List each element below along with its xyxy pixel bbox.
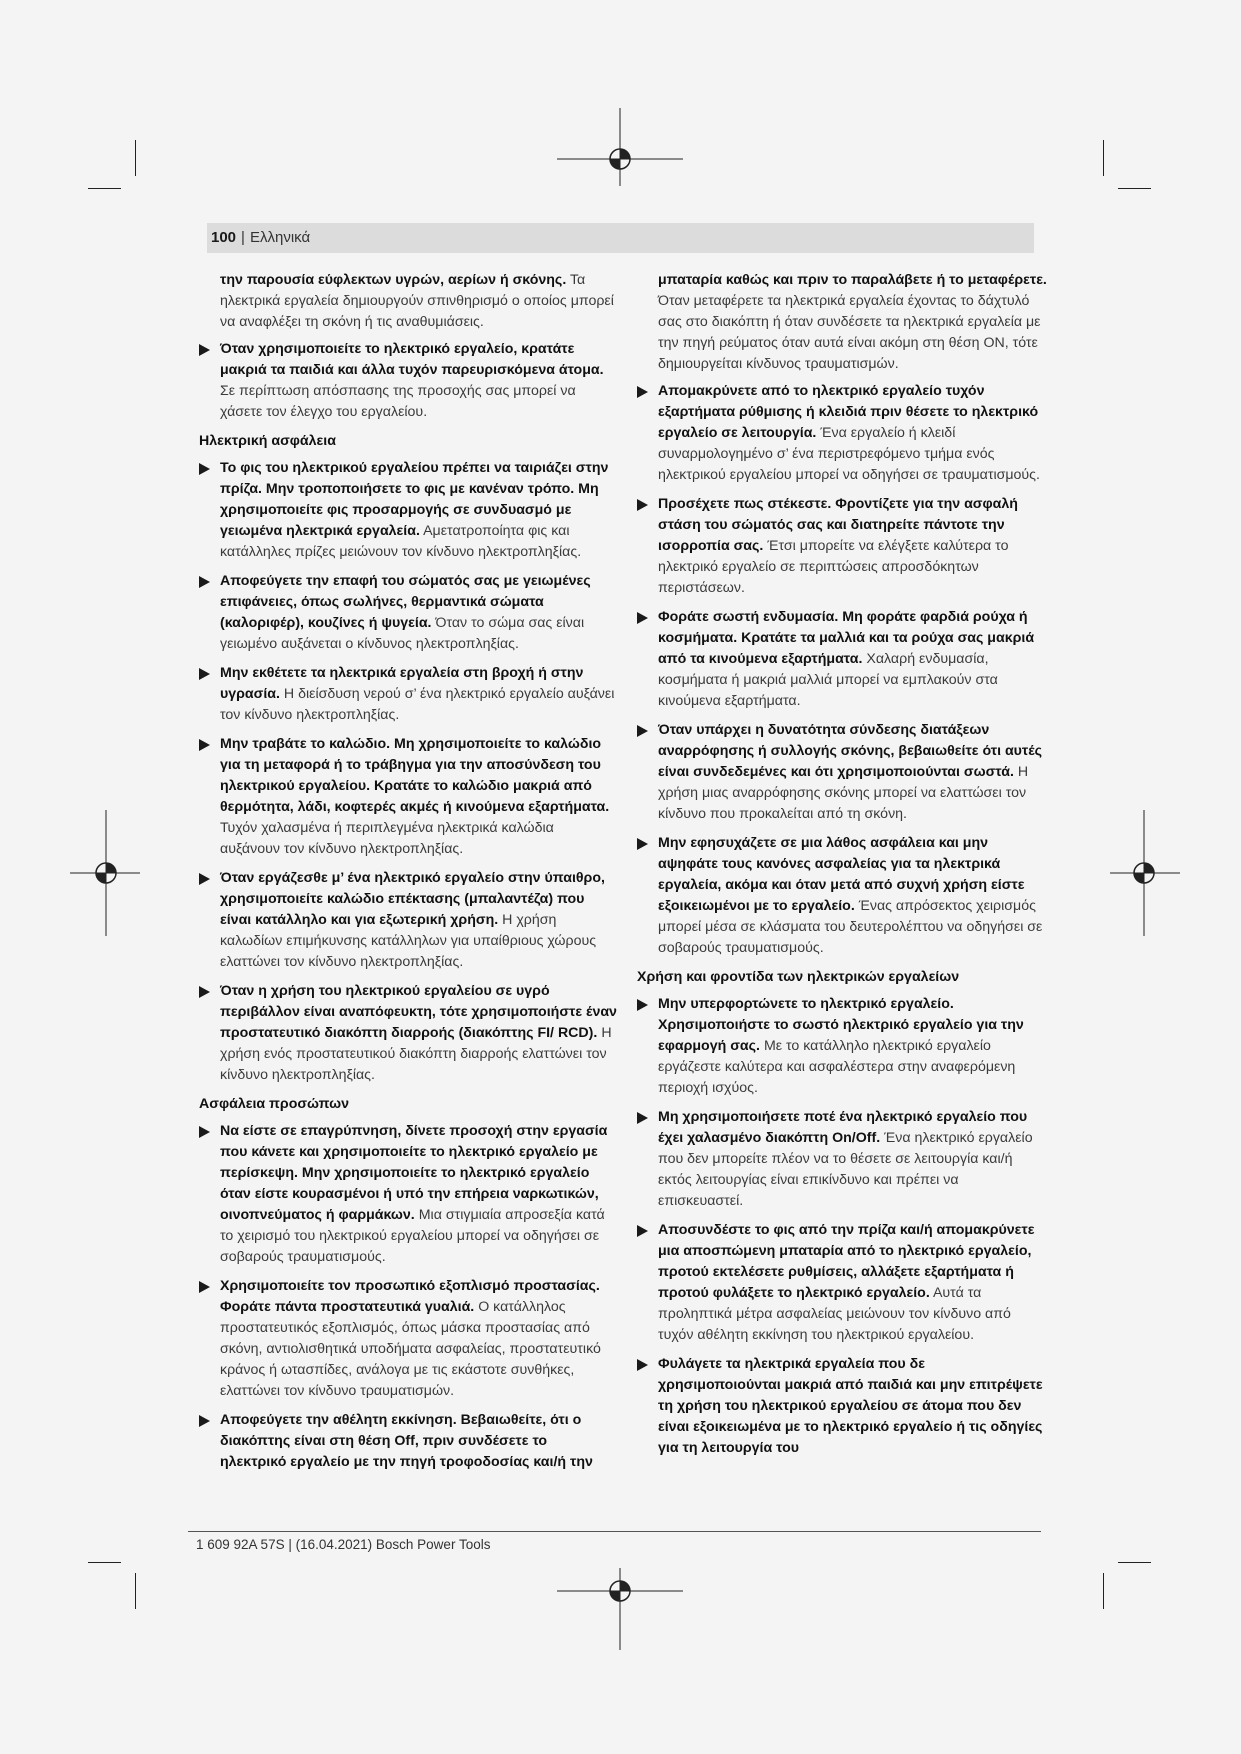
list-item: Φυλάγετε τα ηλεκτρικά εργαλεία που δε χρησιμοποιούνται μακριά από παιδιά και μην επιτρέψετε τη χρήση του ηλεκτρικού εργαλείου σε άτομα που δεν είναι εξοικειωμένα με το ηλεκτρικό εργαλείο ή τις οδηγίες για τη λειτουργία του xyxy=(637,1354,1047,1459)
bullet-triangle-icon xyxy=(637,1225,648,1237)
bullet-triangle-icon xyxy=(199,1415,210,1427)
paragraph-continued: μπαταρία καθώς και πριν το παραλάβετε ή το μεταφέρετε. Όταν μεταφέρετε τα ηλεκτρικά εργαλεία έχοντας το δάχτυλό σας στο διακόπτη ή όταν συνδέσετε τα ηλεκτρικά εργαλεία με την πηγή ρεύματος όταν αυτά είναι ακόμη στη θέση ON, τότε δημιουργείται κίνδυνος τραυματισμών. xyxy=(658,272,1047,372)
header-separator: | xyxy=(241,229,245,246)
list-item: Να είστε σε επαγρύπνηση, δίνετε προσοχή στην εργασία που κάνετε και χρησιμοποιείτε το ηλεκτρικό εργαλείο με περίσκεψη. Μην χρησιμοποιείτε το ηλεκτρικό εργαλείο όταν είστε κουρασμένοι ή υπό την επήρεια ναρκωτικών, οινοπνεύματος ή φαρμάκων. Μια στιγμιαία απροσεξία κατά το χειρισμό του ηλεκτρικού εργαλείου μπορεί να οδηγήσει σε σοβαρούς τραυματισμούς. xyxy=(199,1121,617,1268)
footer-rule xyxy=(188,1531,1041,1532)
bullet-triangle-icon xyxy=(637,1112,648,1124)
list-item: Αποφεύγετε την αθέλητη εκκίνηση. Βεβαιωθείτε, ότι ο διακόπτης είναι στη θέση Off, πριν συνδέσετε το ηλεκτρικό εργαλείο με την πηγή τροφοδοσίας και/ή την xyxy=(199,1410,617,1473)
bullet-triangle-icon xyxy=(637,499,648,511)
bullet-triangle-icon xyxy=(637,838,648,850)
crop-mark-top-right-v xyxy=(1103,140,1104,176)
section-heading-use-care: Χρήση και φροντίδα των ηλεκτρικών εργαλείων xyxy=(637,969,960,985)
bullet-triangle-icon xyxy=(637,999,648,1011)
bullet-triangle-icon xyxy=(199,668,210,680)
list-item: Μην τραβάτε το καλώδιο. Μη χρησιμοποιείτε το καλώδιο για τη μεταφορά ή το τράβηγμα για την αποσύνδεση του ηλεκτρικού εργαλείου. Κρατάτε το καλώδιο μακριά από θερμότητα, λάδι, κοφτερές ακμές ή κινούμενα εξαρτήματα. Τυχόν χαλασμένα ή περιπλεγμένα ηλεκτρικά καλώδια αυξάνουν τον κίνδυνο ηλεκτροπληξίας. xyxy=(199,734,617,860)
footer-text: 1 609 92A 57S | (16.04.2021) Bosch Power Tools xyxy=(196,1537,491,1552)
crop-mark-bottom-left-h xyxy=(88,1562,121,1563)
list-item: Όταν χρησιμοποιείτε το ηλεκτρικό εργαλείο, κρατάτε μακριά τα παιδιά και άλλα τυχόν παρευρισκόμενα άτομα. Σε περίπτωση απόσπασης της προσοχής σας μπορεί να χάσετε τον έλεγχο του εργαλείου. xyxy=(199,339,617,423)
list-item: Το φις του ηλεκτρικού εργαλείου πρέπει να ταιριάζει στην πρίζα. Μην τροποποιήσετε το φις με κανέναν τρόπο. Μη χρησιμοποιείτε φις προσαρμογής σε συνδυασμό με γειωμένα ηλεκτρικά εργαλεία. Αμετατροποίητα φις και κατάλληλες πρίζες μειώνουν τον κίνδυνο ηλεκτροπληξίας. xyxy=(199,458,617,563)
bullet-triangle-icon xyxy=(199,1281,210,1293)
list-item: Όταν υπάρχει η δυνατότητα σύνδεσης διατάξεων αναρρόφησης ή συλλογής σκόνης, βεβαιωθείτε ότι αυτές είναι συνδεδεμένες και ότι χρησιμοποιούνται σωστά. Η χρήση μιας αναρρόφησης σκόνης μπορεί να ελαττώσει τον κίνδυνο που προκαλείται από τη σκόνη. xyxy=(637,720,1047,825)
registration-mark-bottom xyxy=(557,1568,683,1650)
registration-mark-left xyxy=(70,810,140,936)
bullet-triangle-icon xyxy=(637,612,648,624)
registration-mark-top xyxy=(557,108,683,186)
crop-mark-bottom-right-h xyxy=(1118,1562,1151,1563)
bullet-triangle-icon xyxy=(199,463,210,475)
bullet-triangle-icon xyxy=(637,1359,648,1371)
list-item: Όταν η χρήση του ηλεκτρικού εργαλείου σε υγρό περιβάλλον είναι αναπόφευκτη, τότε χρησιμοποιήστε έναν προστατευτικό διακόπτη διαρροής (διακόπτης FI/ RCD). Η χρήση ενός προστατευτικού διακόπτη διαρροής ελαττώνει τον κίνδυνο ηλεκτροπληξίας. xyxy=(199,981,617,1086)
list-item: Μην υπερφορτώνετε το ηλεκτρικό εργαλείο. Χρησιμοποιήστε το σωστό ηλεκτρικό εργαλείο για την εφαρμογή σας. Με το κατάλληλο ηλεκτρικό εργαλείο εργάζεστε καλύτερα και ασφαλέστερα στην αναφερόμενη περιοχή ισχύος. xyxy=(637,994,1047,1099)
crop-mark-bottom-right-v xyxy=(1103,1573,1104,1609)
crop-mark-top-left-v xyxy=(135,140,136,176)
crop-mark-top-left-h xyxy=(88,188,121,189)
bullet-triangle-icon xyxy=(637,386,648,398)
bullet-triangle-icon xyxy=(199,739,210,751)
list-item: Αποσυνδέστε το φις από την πρίζα και/ή απομακρύνετε μια αποσπώμενη μπαταρία από το ηλεκτρικό εργαλείο, προτού εκτελέσετε ρυθμίσεις, αλλάξετε εξαρτήματα ή προτού φυλάξετε το ηλεκτρικό εργαλείο. Αυτά τα προληπτικά μέτρα ασφαλείας μειώνουν τον κίνδυνο από τυχόν αθέλητη εκκίνηση του ηλεκτρικού εργαλείου. xyxy=(637,1220,1047,1346)
crop-mark-top-right-h xyxy=(1118,188,1151,189)
header-language: Ελληνικά xyxy=(250,229,311,246)
bullet-triangle-icon xyxy=(199,873,210,885)
list-item: Απομακρύνετε από το ηλεκτρικό εργαλείο τυχόν εξαρτήματα ρύθμισης ή κλειδιά πριν θέσετε το ηλεκτρικό εργαλείο σε λειτουργία. Ένα εργαλείο ή κλειδί συναρμολογημένο σ’ ένα περιστρεφόμενο τμήμα ενός ηλεκτρικού εργαλείου μπορεί να οδηγήσει σε τραυματισμούς. xyxy=(637,381,1047,486)
list-item: Φοράτε σωστή ενδυμασία. Μη φοράτε φαρδιά ρούχα ή κοσμήματα. Κρατάτε τα μαλλιά και τα ρούχα σας μακριά από τα κινούμενα εξαρτήματα. Χαλαρή ενδυμασία, κοσμήματα ή μακριά μαλλιά μπορεί να εμπλακούν στα κινούμενα εξαρτήματα. xyxy=(637,607,1047,712)
list-item: Μην εκθέτετε τα ηλεκτρικά εργαλεία στη βροχή ή στην υγρασία. Η διείσδυση νερού σ’ ένα ηλεκτρικό εργαλείο αυξάνει τον κίνδυνο ηλεκτροπληξίας. xyxy=(199,663,617,726)
registration-mark-right xyxy=(1110,810,1180,936)
bullet-triangle-icon xyxy=(637,725,648,737)
list-item: Μη χρησιμοποιήσετε ποτέ ένα ηλεκτρικό εργαλείο που έχει χαλασμένο διακόπτη On/Off. Ένα ηλεκτρικό εργαλείο που δεν μπορείτε πλέον να το θέσετε σε λειτουργία και/ή εκτός λειτουργίας είναι επικίνδυνο και πρέπει να επισκευαστεί. xyxy=(637,1107,1047,1212)
left-column xyxy=(199,270,617,1481)
list-item: Μην εφησυχάζετε σε μια λάθος ασφάλεια και μην αψηφάτε τους κανόνες ασφαλείας για τα ηλεκτρικά εργαλεία, ακόμα και όταν μετά από συχνή χρήση είστε εξοικειωμένοι με το εργαλείο. Ένας απρόσεκτος χειρισμός μπορεί μέσα σε κλάσματα του δευτερολέπτου να οδηγήσει σε σοβαρούς τραυματισμούς. xyxy=(637,833,1047,959)
bullet-triangle-icon xyxy=(199,986,210,998)
bullet-triangle-icon xyxy=(199,344,210,356)
right-column xyxy=(637,270,1047,1467)
list-item: Αποφεύγετε την επαφή του σώματός σας με γειωμένες επιφάνειες, όπως σωλήνες, θερμαντικά σώματα (καλοριφέρ), κουζίνες ή ψυγεία. Όταν το σώμα σας είναι γειωμένο αυξάνεται ο κίνδυνος ηλεκτροπληξίας. xyxy=(199,571,617,655)
list-item: Χρησιμοποιείτε τον προσωπικό εξοπλισμό προστασίας. Φοράτε πάντα προστατευτικά γυαλιά. Ο κατάλληλος προστατευτικός εξοπλισμός, όπως μάσκα προστασίας από σκόνη, αντιολισθητικά υποδήματα ασφαλείας, προστατευτικό κράνος ή ωτασπίδες, ανάλογα με τις εκάστοτε συνθήκες, ελαττώνει τον κίνδυνο τραυματισμών. xyxy=(199,1276,617,1402)
section-heading-electrical: Ηλεκτρική ασφάλεια xyxy=(199,433,336,449)
header-bar xyxy=(207,223,1034,253)
list-item: Προσέχετε πως στέκεστε. Φροντίζετε για την ασφαλή στάση του σώματός σας και διατηρείτε πάντοτε την ισορροπία σας. Έτσι μπορείτε να ελέγξετε καλύτερα το ηλεκτρικό εργαλείο σε περιπτώσεις απροσδόκητων περιστάσεων. xyxy=(637,494,1047,599)
bullet-triangle-icon xyxy=(199,1126,210,1138)
list-item: Όταν εργάζεσθε μ’ ένα ηλεκτρικό εργαλείο στην ύπαιθρο, χρησιμοποιείτε καλώδιο επέκτασης (μπαλαντέζα) που είναι κατάλληλο και για εξωτερική χρήση. Η χρήση καλωδίων επιμήκυνσης κατάλληλων για υπαίθριους χώρους ελαττώνει τον κίνδυνο ηλεκτροπληξίας. xyxy=(199,868,617,973)
paragraph-continued: την παρουσία εύφλεκτων υγρών, αερίων ή σκόνης. Τα ηλεκτρικά εργαλεία δημιουργούν σπινθηρισμό ο οποίος μπορεί να αναφλέξει τη σκόνη ή τις αναθυμιάσεις. xyxy=(220,272,614,330)
bullet-triangle-icon xyxy=(199,576,210,588)
page-number: 100 xyxy=(211,229,237,246)
section-heading-personal: Ασφάλεια προσώπων xyxy=(199,1096,349,1112)
crop-mark-bottom-left-v xyxy=(135,1573,136,1609)
